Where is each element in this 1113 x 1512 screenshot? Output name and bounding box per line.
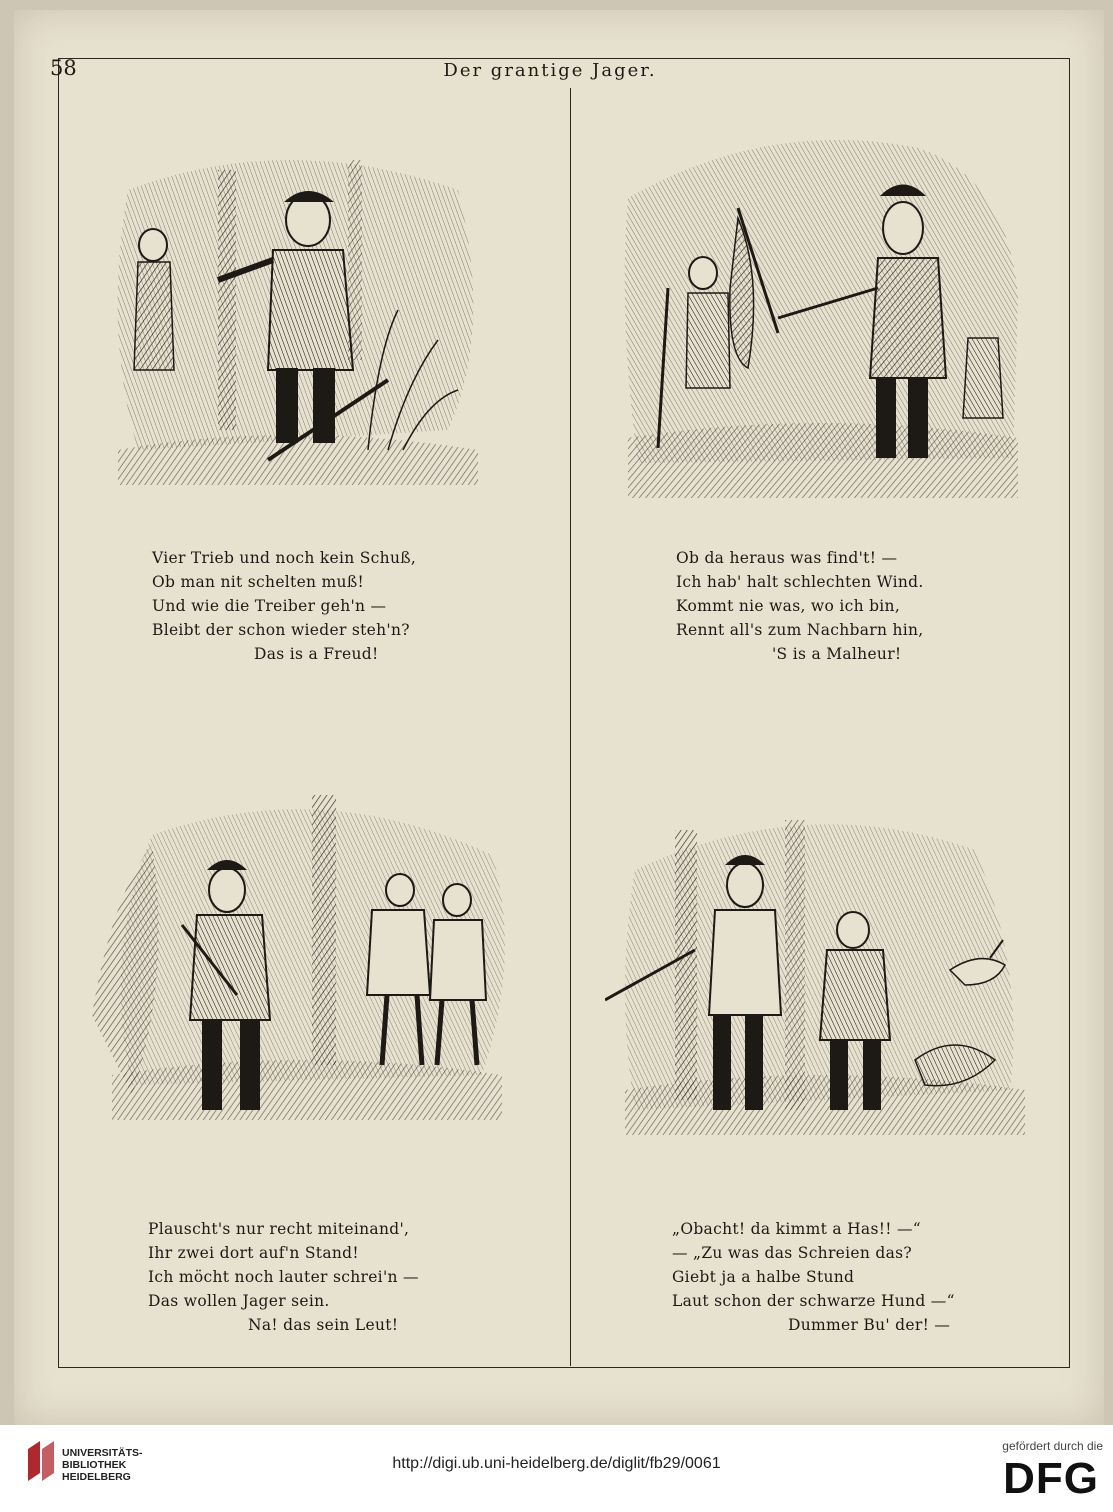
illustration-top-right bbox=[618, 118, 1023, 498]
dfg-logo: DFG bbox=[1003, 1454, 1099, 1503]
viewer-footer bbox=[0, 1425, 1113, 1512]
running-head: Der grantige Jager. bbox=[443, 60, 657, 81]
verse-line: Giebt ja a halbe Stund bbox=[672, 1268, 855, 1286]
permalink[interactable]: http://digi.ub.uni-heidelberg.de/diglit/fb29/0061 bbox=[392, 1455, 721, 1472]
illustration-top-left bbox=[98, 150, 488, 485]
verse-line: Ob da heraus was find't! — bbox=[676, 549, 898, 567]
verse-line: Plauscht's nur recht miteinand', bbox=[148, 1220, 410, 1238]
verse-line: Dummer Bu' der! — bbox=[788, 1316, 951, 1334]
verse-line: Ob man nit schelten muß! bbox=[152, 573, 365, 591]
verse-line: 'S is a Malheur! bbox=[772, 645, 902, 663]
verse-line: Ich möcht noch lauter schrei'n — bbox=[148, 1268, 419, 1286]
library-name-line: BIBLIOTHEK bbox=[62, 1459, 127, 1471]
verse-line: Bleibt der schon wieder steh'n? bbox=[152, 621, 410, 639]
verse-line: Rennt all's zum Nachbarn hin, bbox=[676, 621, 924, 639]
verse-top-right bbox=[676, 546, 924, 666]
verse-line: Ihr zwei dort auf'n Stand! bbox=[148, 1244, 359, 1262]
verse-line: Das wollen Jager sein. bbox=[148, 1292, 330, 1310]
illustration-bottom-left bbox=[72, 775, 520, 1150]
verse-line: Ich hab' halt schlechten Wind. bbox=[676, 573, 924, 591]
verse-line: Laut schon der schwarze Hund —“ bbox=[672, 1292, 955, 1310]
library-name-line: UNIVERSITÄTS- bbox=[62, 1447, 143, 1459]
verse-bottom-left bbox=[148, 1217, 419, 1337]
library-name-line: HEIDELBERG bbox=[62, 1471, 131, 1483]
verse-line: Na! das sein Leut! bbox=[248, 1316, 399, 1334]
verse-line: „Obacht! da kimmt a Has!! —“ bbox=[672, 1220, 922, 1238]
page-number: 58 bbox=[50, 56, 77, 80]
funding-label: gefördert durch die bbox=[1002, 1439, 1103, 1453]
column-divider bbox=[570, 88, 571, 1366]
verse-bottom-right bbox=[672, 1217, 955, 1337]
verse-line: Kommt nie was, wo ich bin, bbox=[676, 597, 901, 615]
verse-line: — „Zu was das Schreien das? bbox=[672, 1244, 913, 1262]
verse-line: Vier Trieb und noch kein Schuß, bbox=[152, 549, 417, 567]
verse-line: Das is a Freud! bbox=[254, 645, 379, 663]
illustration-bottom-right bbox=[605, 790, 1030, 1155]
verse-top-left bbox=[152, 546, 416, 666]
verse-line: Und wie die Treiber geh'n — bbox=[152, 597, 387, 615]
